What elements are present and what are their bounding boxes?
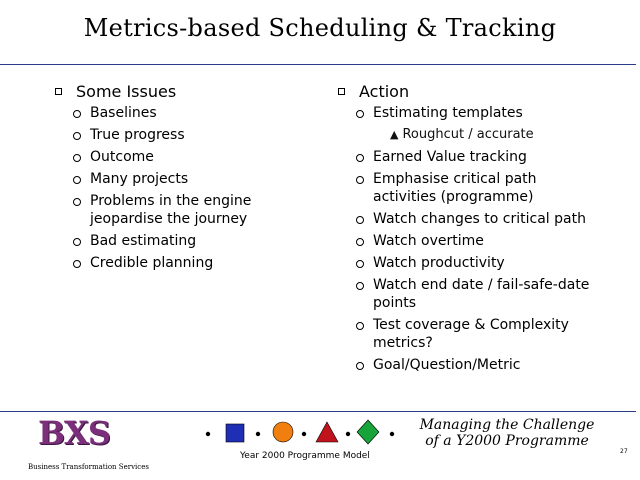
bxs-logo: BXS <box>38 414 110 452</box>
circle-bullet-icon <box>73 238 81 246</box>
circle-bullet-icon <box>356 322 364 330</box>
orange-circle-icon <box>273 422 293 442</box>
list-item: Watch productivity <box>338 254 598 272</box>
issues-column <box>55 82 315 276</box>
circle-bullet-icon <box>73 110 81 118</box>
action-list <box>338 104 598 374</box>
list-item: True progress <box>55 126 315 144</box>
square-bullet-icon <box>338 88 345 95</box>
issues-heading-label: Some Issues <box>76 82 177 101</box>
circle-bullet-icon <box>356 176 364 184</box>
list-item: Outcome <box>55 148 315 166</box>
bottom-divider <box>0 411 636 412</box>
list-item: Many projects <box>55 170 315 188</box>
dot-icon <box>346 432 350 436</box>
sub-list-item: ▲ Roughcut / accurate <box>390 127 534 142</box>
circle-bullet-icon <box>73 154 81 162</box>
dot-icon <box>256 432 260 436</box>
blue-square-icon <box>226 424 244 442</box>
action-heading <box>338 82 598 101</box>
circle-bullet-icon <box>356 362 364 370</box>
issues-heading <box>55 82 315 101</box>
list-item: Problems in the engine jeopardise the journey <box>55 192 315 228</box>
circle-bullet-icon <box>73 260 81 268</box>
action-column <box>338 82 598 378</box>
circle-bullet-icon <box>356 260 364 268</box>
list-item: Watch end date / fail-safe-date points <box>338 276 598 312</box>
dot-icon <box>390 432 394 436</box>
list-item: Watch changes to critical path <box>338 210 598 228</box>
list-item: Test coverage & Complexity metrics? <box>338 316 598 352</box>
circle-bullet-icon <box>356 282 364 290</box>
dot-icon <box>302 432 306 436</box>
red-triangle-icon <box>316 422 338 442</box>
circle-bullet-icon <box>356 238 364 246</box>
top-divider <box>0 64 636 65</box>
list-item: Credible planning <box>55 254 315 272</box>
green-diamond-icon <box>357 420 379 444</box>
circle-bullet-icon <box>356 154 364 162</box>
footer-title-line-1: Managing the Challenge <box>419 417 595 433</box>
square-bullet-icon <box>55 88 62 95</box>
triangle-bullet-icon: ▲ <box>390 128 399 141</box>
list-item: Earned Value tracking <box>338 148 598 166</box>
issues-list <box>55 104 315 272</box>
list-item: Watch overtime <box>338 232 598 250</box>
footer-title <box>412 417 602 449</box>
slide-title: Metrics-based Scheduling & Tracking <box>83 14 557 42</box>
circle-bullet-icon <box>356 110 364 118</box>
list-item: Emphasise critical path activities (programme) <box>338 170 598 206</box>
programme-model-graphic <box>198 416 398 452</box>
list-item: Goal/Question/Metric <box>338 356 598 374</box>
page-number: 27 <box>620 448 628 455</box>
circle-bullet-icon <box>73 132 81 140</box>
list-item: Baselines <box>55 104 315 122</box>
action-heading-label: Action <box>359 82 410 101</box>
footer-title-line-2: of a Y2000 Programme <box>425 433 589 449</box>
list-item: Bad estimating <box>55 232 315 250</box>
logo-caption: Business Transformation Services <box>28 463 149 471</box>
circle-bullet-icon <box>73 176 81 184</box>
list-item: Estimating templates <box>338 104 598 122</box>
circle-bullet-icon <box>73 198 81 206</box>
dot-icon <box>206 432 210 436</box>
circle-bullet-icon <box>356 216 364 224</box>
programme-model-label: Year 2000 Programme Model <box>240 451 370 461</box>
